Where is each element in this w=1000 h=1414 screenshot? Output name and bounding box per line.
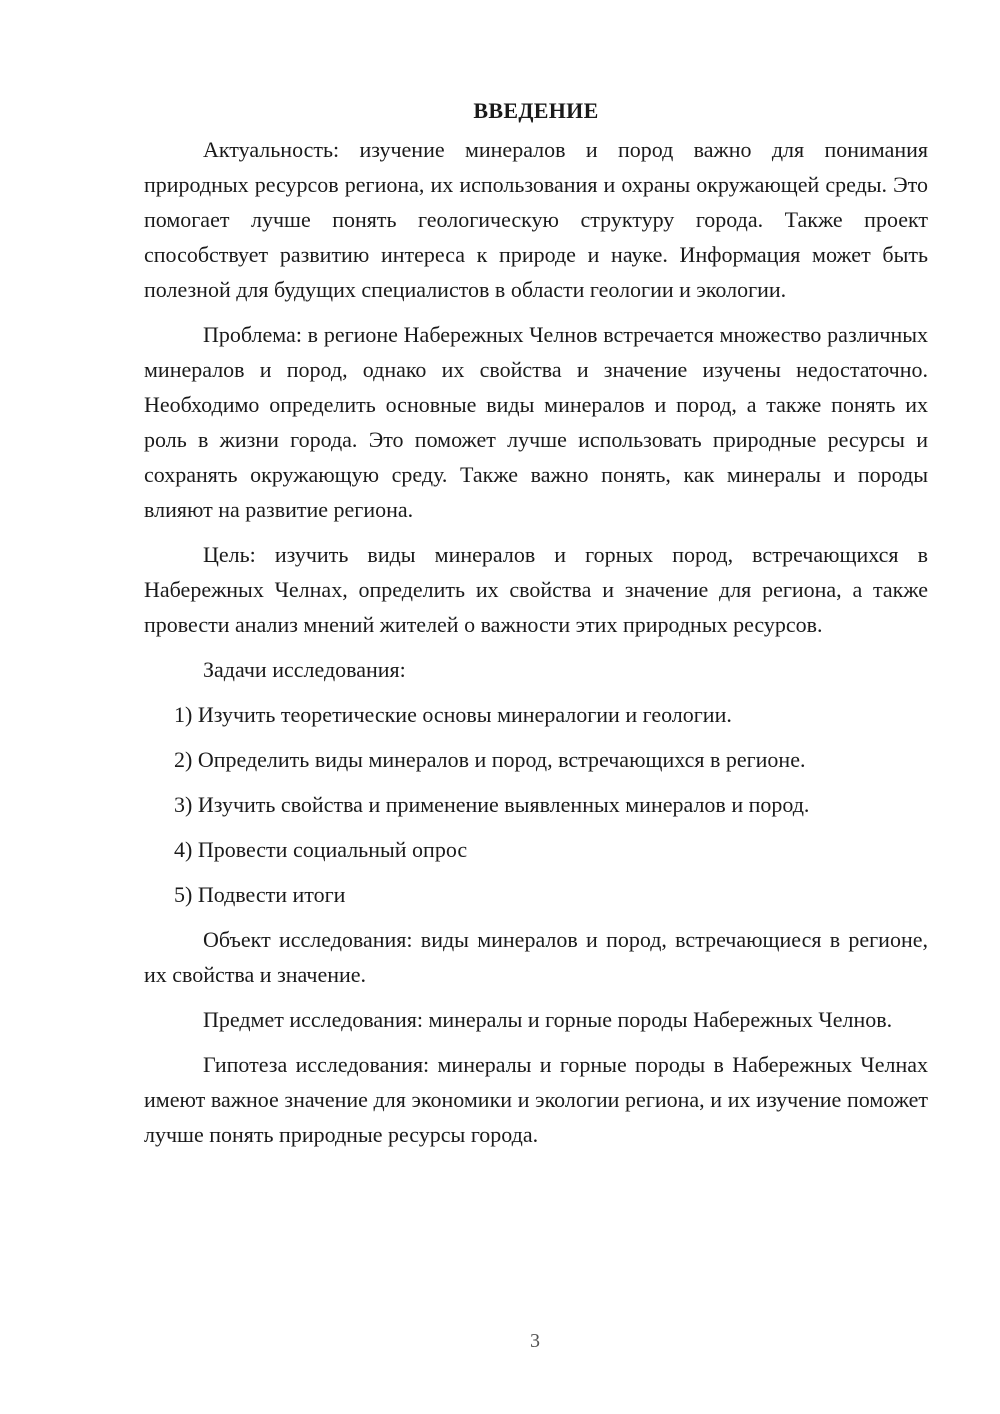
paragraph-goal: Цель: изучить виды минералов и горных пород, встречающихся в Набережных Челнах, определить их свойства и значение для региона, а также провести анализ мнений жителей о важности этих природных ресурсов. <box>144 542 928 637</box>
paragraph-hypothesis: Гипотеза исследования: минералы и горные породы в Набережных Челнах имеют важное значение для экономики и экологии региона, и их изучение поможет лучше понять природные ресурсы города. <box>144 1052 928 1147</box>
list-item: 1) Изучить теоретические основы минералогии и геологии. <box>174 702 732 727</box>
tasks-title: Задачи исследования: <box>203 657 406 682</box>
page-number: 3 <box>530 1330 540 1352</box>
tasks-list <box>144 697 928 912</box>
document-page <box>144 96 928 1162</box>
paragraph-problem: Проблема: в регионе Набережных Челнов встречается множество различных минералов и пород, однако их свойства и значение изучены недостаточно. Необходимо определить основные виды минералов и пород, а также понять их роль в жизни города. Это поможет лучше использовать природные ресурсы и сохранять окружающую среду. Также важно понять, как минералы и породы влияют на развитие региона. <box>144 322 928 522</box>
paragraph-subject: Предмет исследования: минералы и горные породы Набережных Челнов. <box>203 1007 893 1032</box>
paragraph-relevance: Актуальность: изучение минералов и пород важно для понимания природных ресурсов региона, их использования и охраны окружающей среды. Это помогает лучше понять геологическую структуру города. Также проект способствует развитию интереса к природе и науке. Информация может быть полезной для будущих специалистов в области геологии и экологии. <box>144 137 928 302</box>
list-item: 2) Определить виды минералов и пород, встречающихся в регионе. <box>174 747 806 772</box>
list-item: 3) Изучить свойства и применение выявленных минералов и пород. <box>174 792 810 817</box>
list-item: 5) Подвести итоги <box>174 882 346 907</box>
list-item: 4) Провести социальный опрос <box>174 837 468 862</box>
section-heading: ВВЕДЕНИЕ <box>473 98 599 123</box>
paragraph-object: Объект исследования: виды минералов и пород, встречающиеся в регионе, их свойства и значение. <box>144 927 928 987</box>
